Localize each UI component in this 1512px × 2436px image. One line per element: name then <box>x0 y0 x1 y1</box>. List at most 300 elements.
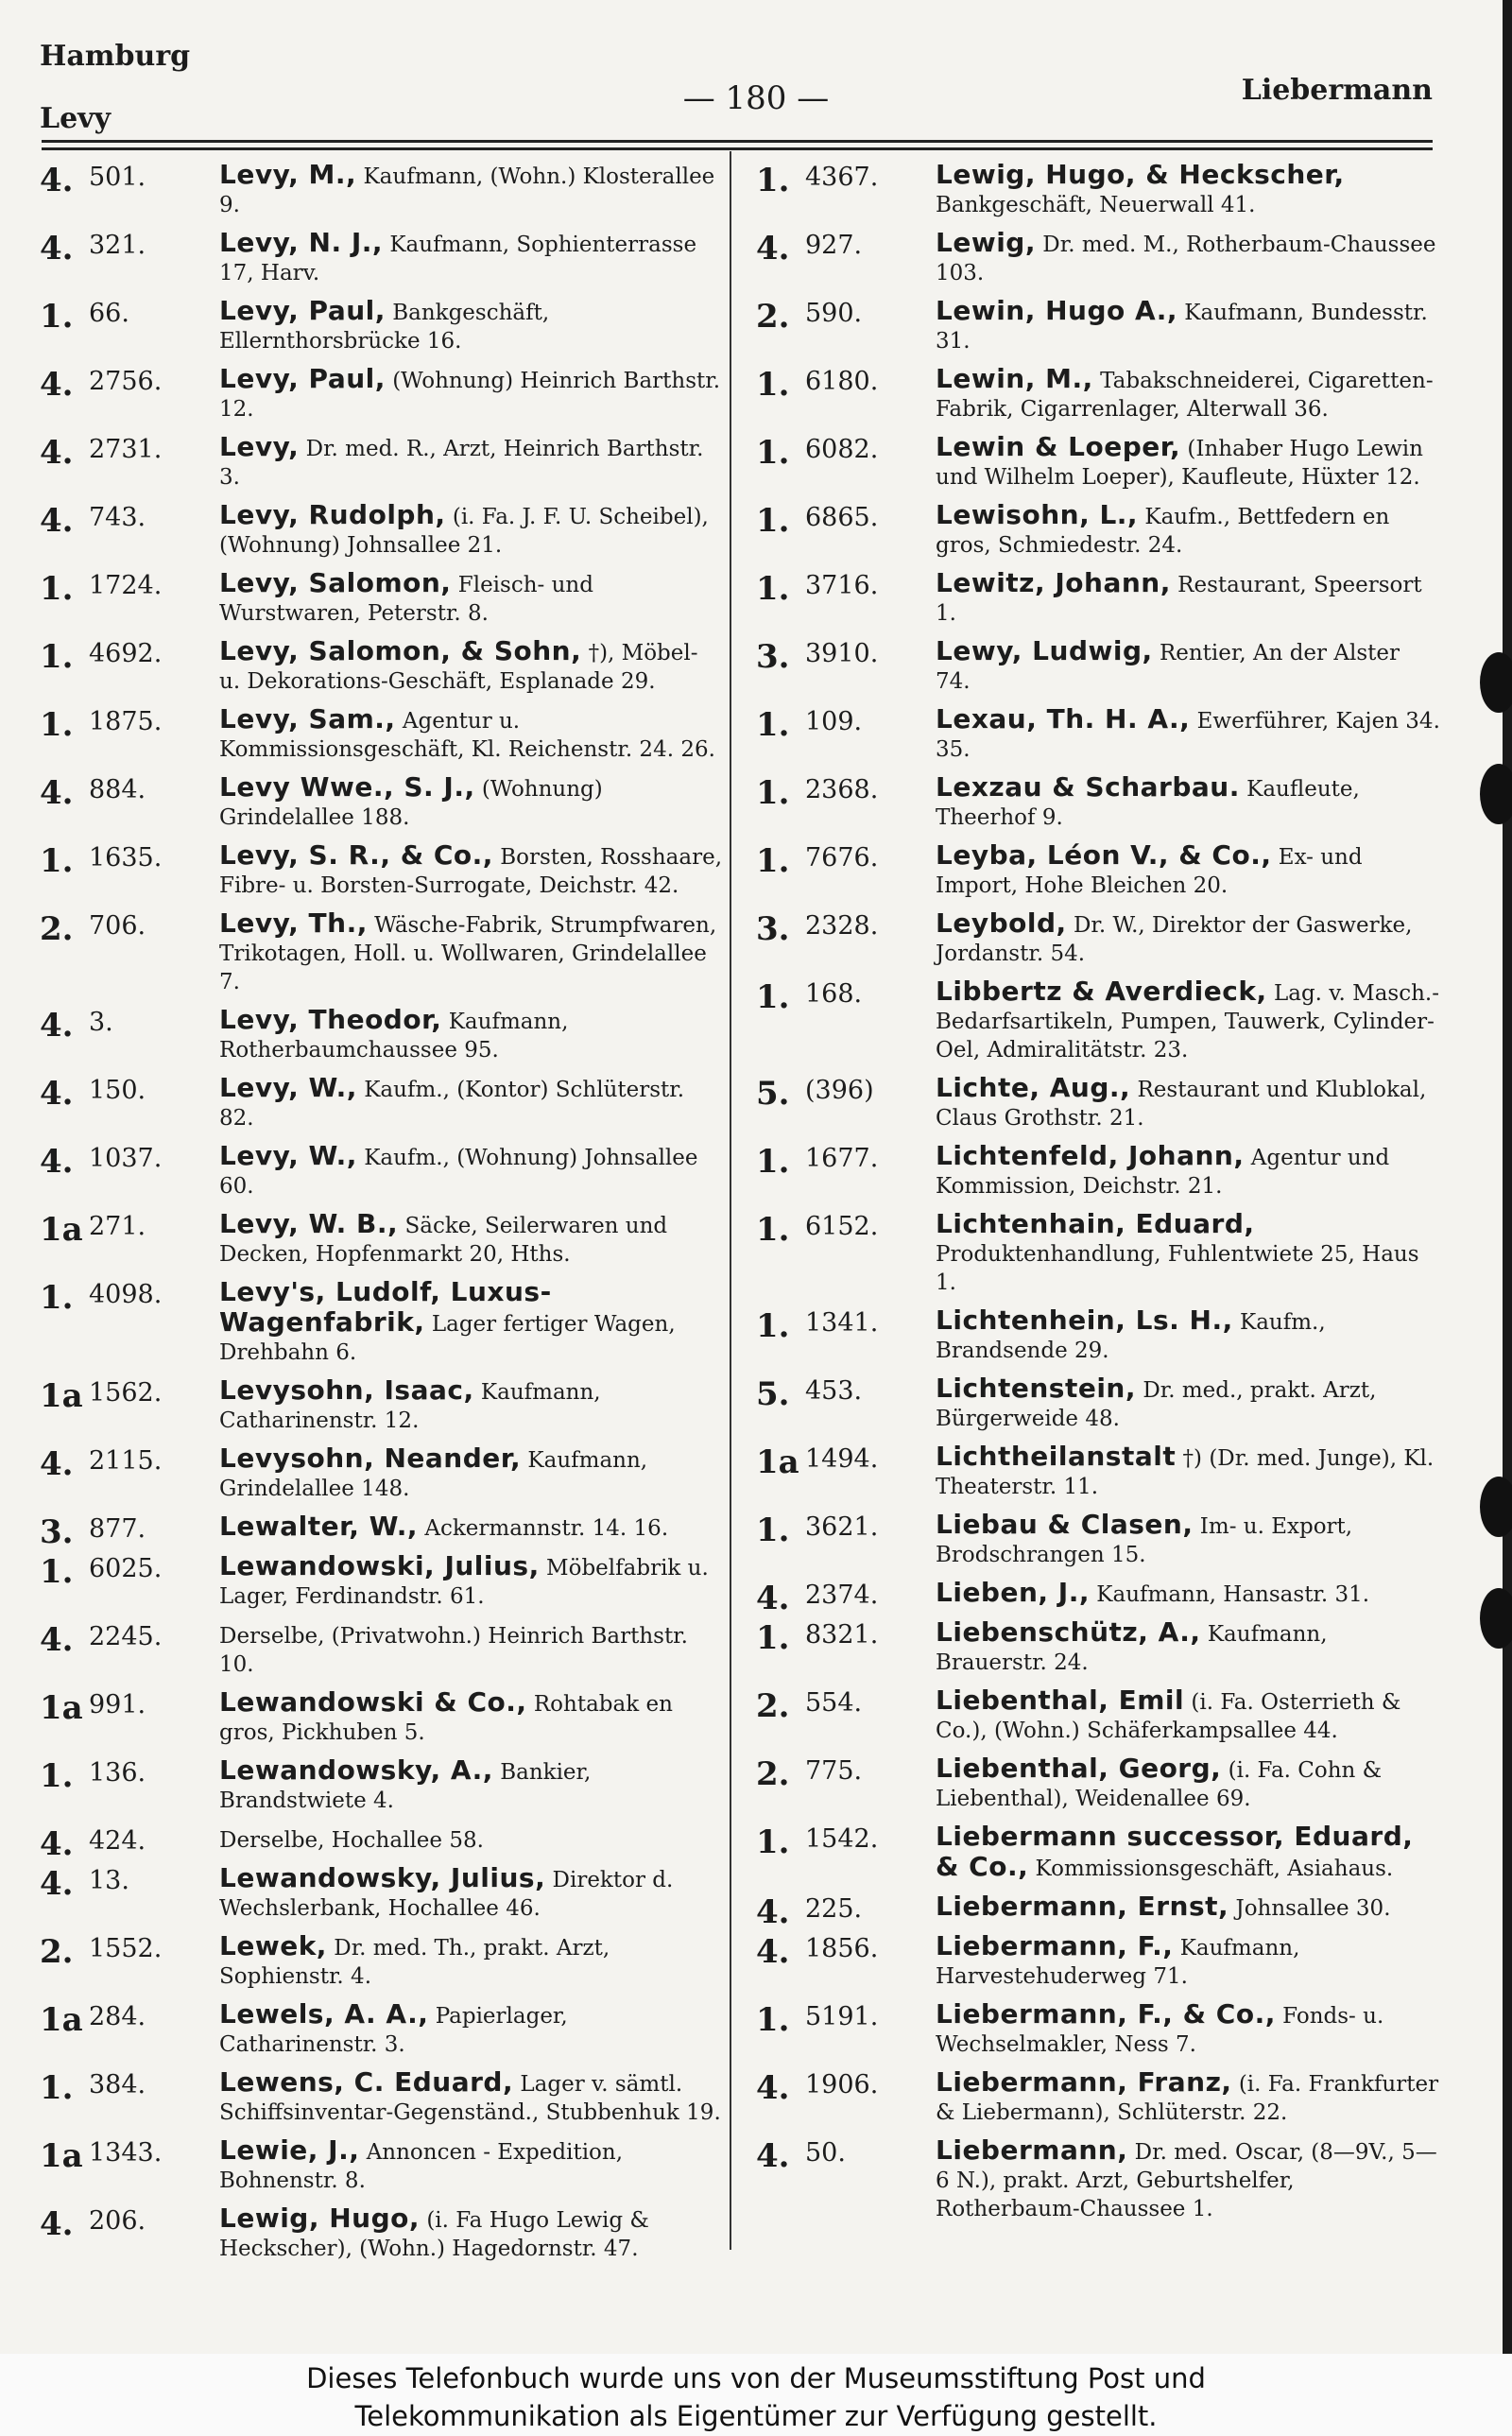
entry-name: Lichtenhain, Eduard, <box>936 1208 1255 1239</box>
left-column <box>40 151 724 2263</box>
entry-name: Liebermann, Franz, <box>936 2066 1232 2098</box>
entry-phone-number: 109. <box>805 707 863 736</box>
entry-details: †) (Dr. med. Junge), Kl. Theaterstr. 11. <box>936 1446 1435 1499</box>
entry-phone-number: 1635. <box>89 843 163 872</box>
entry-class: 4. <box>756 1893 790 1931</box>
entry-phone-number: 2374. <box>805 1581 879 1610</box>
entry-phone-number: 453. <box>805 1376 863 1406</box>
entry-phone-number: 424. <box>89 1826 146 1856</box>
entry-details: Borsten, Rosshaare, Fibre- u. Borsten-Surrogate, Deichstr. 42. <box>219 845 723 898</box>
entry-phone-number: 1542. <box>805 1824 879 1854</box>
entry-class: 4. <box>756 2069 790 2107</box>
copyright-footer <box>0 2354 1512 2436</box>
entry-details: Kaufmann, Brauerstr. 24. <box>936 1622 1328 1675</box>
entry-details: Kaufm., (Wohnung) Johnsallee 60. <box>219 1146 698 1199</box>
entry-name: Lewitz, Johann, <box>936 567 1171 598</box>
entry-details: Kaufmann, Catharinenstr. 12. <box>219 1380 601 1433</box>
directory-entry <box>40 1210 724 1269</box>
entry-name: Liebau & Clasen, <box>936 1509 1194 1540</box>
page-number: — 180 — <box>682 79 830 117</box>
entry-class: 5. <box>756 1075 790 1113</box>
entry-phone-number: 321. <box>89 231 146 260</box>
entry-name: Lichtheilanstalt <box>936 1441 1177 1472</box>
entry-class: 1a <box>40 2137 83 2175</box>
entry-name: Levy, Theodor, <box>219 1004 442 1035</box>
entry-phone-number: 2756. <box>89 367 163 396</box>
directory-entry <box>40 2000 724 2059</box>
entry-phone-number: 271. <box>89 1212 146 1241</box>
entry-name: Lewandowsky, Julius, <box>219 1862 546 1893</box>
entry-details: Kaufm., (Kontor) Schlüterstr. 82. <box>219 1078 685 1131</box>
entry-phone-number: 3716. <box>805 571 879 600</box>
entry-name: Lichte, Aug., <box>936 1072 1131 1103</box>
entry-phone-number: 284. <box>89 2002 146 2031</box>
entry-details: Kaufmann, (Wohn.) Klosterallee 9. <box>219 164 715 217</box>
directory-entry <box>40 1824 724 1863</box>
entry-details: Rentier, An der Alster 74. <box>936 641 1400 694</box>
directory-entry <box>40 1864 724 1923</box>
entry-name: Liebermann successor, Eduard, & Co., <box>936 1821 1414 1882</box>
entry-name: Lewandowsky, A., <box>219 1754 493 1786</box>
entry-class: 1. <box>40 706 74 744</box>
entry-class: 1a <box>40 2001 83 2039</box>
entry-class: 1. <box>40 638 74 676</box>
entry-class: 4. <box>40 162 74 199</box>
entry-details: Direktor d. Wechslerbank, Hochallee 46. <box>219 1868 674 1921</box>
entry-class: 1a <box>40 1211 83 1249</box>
directory-entry <box>756 1932 1440 1991</box>
entry-phone-number: 927. <box>805 231 863 260</box>
entry-details: Bankier, Brandstwiete 4. <box>219 1760 592 1813</box>
entry-class: 2. <box>40 1933 74 1971</box>
header-rule <box>42 147 1433 150</box>
entry-name: Levy, Paul, <box>219 295 386 326</box>
entry-name: Levysohn, Isaac, <box>219 1374 474 1406</box>
entry-details: Säcke, Seilerwaren und Decken, Hopfenmarkt 20, Hths. <box>219 1214 668 1267</box>
entry-details: Restaurant und Klublokal, Claus Grothstr. 21. <box>936 1078 1427 1131</box>
directory-entry <box>40 1932 724 1991</box>
entry-class: 1. <box>40 298 74 336</box>
entry-class: 4. <box>40 434 74 472</box>
entry-phone-number: 1037. <box>89 1144 163 1173</box>
entry-details: (i. Fa Hugo Lewig & Heckscher), (Wohn.) Hagedornstr. 47. <box>219 2208 649 2261</box>
entry-name: Levy, W. B., <box>219 1208 399 1239</box>
directory-entry <box>756 2068 1440 2127</box>
entry-class: 3. <box>756 638 790 676</box>
entry-class: 1a <box>40 1377 83 1415</box>
entry-details: Ewerführer, Kajen 34. 35. <box>936 709 1440 762</box>
entry-details: †), Möbel- u. Dekorations-Geschäft, Esplanade 29. <box>219 641 698 694</box>
entry-details: Dr. med., prakt. Arzt, Bürgerweide 48. <box>936 1378 1377 1431</box>
entry-details: Möbelfabrik u. Lager, Ferdinandstr. 61. <box>219 1556 709 1609</box>
binding-hole <box>1480 1477 1512 1537</box>
entry-class: 1. <box>756 978 790 1016</box>
entry-phone-number: 6865. <box>805 503 879 532</box>
directory-entry <box>40 1620 724 1679</box>
entry-name: Liebenthal, Georg, <box>936 1753 1222 1784</box>
directory-entry <box>40 365 724 423</box>
directory-entry <box>40 1074 724 1132</box>
header-right-keyword: Liebermann <box>1241 74 1433 107</box>
entry-phone-number: 384. <box>89 2070 146 2099</box>
directory-entry <box>756 1142 1440 1201</box>
entry-name: Lexau, Th. H. A., <box>936 703 1191 734</box>
entry-class: 4. <box>40 1007 74 1045</box>
entry-phone-number: 5191. <box>805 2002 879 2031</box>
entry-details: Restaurant, Speersort 1. <box>936 573 1422 626</box>
entry-details: (i. Fa. J. F. U. Scheibel), (Wohnung) Johnsallee 21. <box>219 505 709 558</box>
entry-name: Lewens, C. Eduard, <box>219 2066 514 2098</box>
entry-phone-number: 136. <box>89 1758 146 1788</box>
entry-class: 1. <box>40 842 74 880</box>
entry-class: 1. <box>40 1553 74 1591</box>
entry-name: Leyba, Léon V., & Co., <box>936 839 1272 871</box>
entry-phone-number: 1724. <box>89 571 163 600</box>
directory-entry <box>40 637 724 696</box>
footer-line-1: Dieses Telefonbuch wurde uns von der Museumsstiftung Post und <box>306 2362 1206 2394</box>
entry-name: Levy Wwe., S. J., <box>219 771 475 803</box>
entry-details: Ackermannstr. 14. 16. <box>424 1516 669 1541</box>
entry-name: Liebermann, Ernst, <box>936 1891 1229 1922</box>
directory-entry <box>756 1306 1440 1365</box>
entry-name: Lewisohn, L., <box>936 499 1139 530</box>
entry-class: 4. <box>40 366 74 404</box>
entry-details: Kaufm., Brandsende 29. <box>936 1310 1326 1363</box>
entry-details: Agentur und Kommission, Deichstr. 21. <box>936 1146 1390 1199</box>
entry-phone-number: 3621. <box>805 1512 879 1542</box>
entry-phone-number: 1562. <box>89 1378 163 1408</box>
directory-entry <box>756 977 1440 1064</box>
directory-entry <box>756 1577 1440 1617</box>
entry-class: 4. <box>40 1621 74 1659</box>
entry-name: Lewek, <box>219 1930 327 1961</box>
entry-name: Liebermann, F., & Co., <box>936 1998 1276 2030</box>
entry-name: Liebenthal, Emil <box>936 1684 1185 1716</box>
entry-phone-number: 6025. <box>89 1554 163 1583</box>
directory-entry <box>40 2204 724 2263</box>
directory-entry <box>756 1618 1440 1677</box>
entry-name: Lewin, Hugo A., <box>936 295 1177 326</box>
entry-details: (Wohnung) Grindelallee 188. <box>219 777 603 830</box>
right-column <box>756 151 1440 2223</box>
directory-entry <box>756 909 1440 968</box>
entry-class: 4. <box>40 1075 74 1113</box>
entry-phone-number: 3. <box>89 1008 113 1037</box>
entry-details: Produktenhandlung, Fuhlentwiete 25, Haus 1. <box>936 1242 1419 1295</box>
entry-details: Kaufmann, Grindelallee 148. <box>219 1448 648 1501</box>
column-divider <box>730 151 731 2250</box>
entry-phone-number: 2328. <box>805 911 879 941</box>
entry-phone-number: 1343. <box>89 2138 163 2168</box>
entry-class: 1. <box>40 1757 74 1795</box>
entry-class: 1. <box>40 2069 74 2107</box>
entry-details: Dr. med. Th., prakt. Arzt, Sophienstr. 4. <box>219 1936 610 1989</box>
entry-details: Dr. med. Oscar, (8—9V., 5—6 N.), prakt. Arzt, Geburtshelfer, Rotherbaum-Chaussee 1. <box>936 2140 1437 2221</box>
directory-entry <box>40 1688 724 1747</box>
entry-details: Kaufmann, Sophienterrasse 17, Harv. <box>219 233 697 285</box>
entry-name: Lewig, Hugo, <box>219 2203 421 2234</box>
entry-name: Lexzau & Scharbau. <box>936 771 1240 803</box>
directory-entry <box>756 1374 1440 1433</box>
directory-entry <box>756 161 1440 219</box>
entry-phone-number: 1875. <box>89 707 163 736</box>
entry-details: Kaufmann, Bundesstr. 31. <box>936 301 1428 354</box>
entry-phone-number: 8321. <box>805 1620 879 1650</box>
directory-entry <box>756 501 1440 560</box>
entry-class: 2. <box>40 910 74 948</box>
directory-entry <box>756 365 1440 423</box>
directory-entry <box>40 569 724 628</box>
directory-entry <box>756 1074 1440 1132</box>
entry-phone-number: 1341. <box>805 1308 879 1338</box>
entry-phone-number: 501. <box>89 163 146 192</box>
entry-details: Im- u. Export, Brodschrangen 15. <box>936 1514 1353 1567</box>
entry-phone-number: 3910. <box>805 639 879 668</box>
entry-class: 1. <box>756 706 790 744</box>
entry-name: Lewig, <box>936 227 1036 258</box>
entry-phone-number: 150. <box>89 1076 146 1105</box>
directory-entry <box>756 1511 1440 1569</box>
entry-class: 5. <box>756 1375 790 1413</box>
entry-details: Ex- und Import, Hohe Bleichen 20. <box>936 845 1363 898</box>
entry-phone-number: 743. <box>89 503 146 532</box>
entry-name: Levy, M., <box>219 159 357 190</box>
entry-class: 3. <box>40 1513 74 1551</box>
entry-class: 4. <box>40 1143 74 1181</box>
entry-class: 1a <box>756 1443 799 1481</box>
header-rule <box>42 140 1433 143</box>
entry-details: Kaufleute, Theerhof 9. <box>936 777 1360 830</box>
entry-details: Derselbe, Hochallee 58. <box>219 1828 484 1853</box>
entry-phone-number: 877. <box>89 1514 146 1544</box>
directory-entry <box>756 1443 1440 1501</box>
entry-class: 4. <box>40 1825 74 1863</box>
directory-entry <box>756 1754 1440 1813</box>
entry-name: Levy, S. R., & Co., <box>219 839 493 871</box>
entry-name: Libbertz & Averdieck, <box>936 976 1267 1007</box>
entry-details: Johnsallee 30. <box>1235 1896 1391 1921</box>
entry-details: Annoncen - Expedition, Bohnenstr. 8. <box>219 2140 624 2193</box>
entry-class: 1. <box>756 2001 790 2039</box>
directory-entry <box>756 1210 1440 1297</box>
entry-phone-number: 554. <box>805 1688 863 1718</box>
entry-details: Tabakschneiderei, Cigaretten-Fabrik, Cigarrenlager, Alterwall 36. <box>936 369 1434 422</box>
directory-entry <box>756 637 1440 696</box>
entry-name: Levy, W., <box>219 1072 357 1103</box>
binding-hole <box>1480 652 1512 713</box>
entry-class: 1a <box>40 1689 83 1727</box>
entry-name: Leybold, <box>936 907 1067 939</box>
entry-class: 1. <box>756 502 790 540</box>
directory-entry <box>40 297 724 355</box>
binding-hole <box>1480 764 1512 824</box>
entry-class: 4. <box>40 2205 74 2243</box>
entry-phone-number: 2245. <box>89 1622 163 1651</box>
entry-name: Lewandowski, Julius, <box>219 1550 540 1581</box>
entry-phone-number: 1677. <box>805 1144 879 1173</box>
entry-class: 1. <box>756 162 790 199</box>
entry-phone-number: 1906. <box>805 2070 879 2099</box>
entry-details: (i. Fa. Osterrieth & Co.), (Wohn.) Schäferkampsallee 44. <box>936 1690 1401 1743</box>
entry-phone-number: 2731. <box>89 435 163 464</box>
entry-class: 1. <box>756 434 790 472</box>
entry-details: Dr. med. R., Arzt, Heinrich Barthstr. 3. <box>219 437 704 490</box>
directory-entry <box>40 1444 724 1503</box>
entry-name: Lieben, J., <box>936 1577 1090 1608</box>
entry-name: Levy, Salomon, & Sohn, <box>219 635 582 666</box>
entry-phone-number: 6152. <box>805 1212 879 1241</box>
directory-entry <box>40 909 724 996</box>
entry-name: Levy, Paul, <box>219 363 386 394</box>
entry-class: 1. <box>756 1307 790 1345</box>
header-left-keyword: Levy <box>40 102 112 135</box>
entry-name: Levy, <box>219 431 300 462</box>
entry-phone-number: 884. <box>89 775 146 804</box>
directory-entry <box>756 1823 1440 1883</box>
footer-line-2: Telekommunikation als Eigentümer zur Verfügung gestellt. <box>354 2400 1158 2432</box>
directory-entry <box>756 1686 1440 1745</box>
directory-entry <box>756 569 1440 628</box>
directory-entry <box>756 1891 1440 1931</box>
entry-name: Lichtenhein, Ls. H., <box>936 1304 1233 1336</box>
entry-class: 1. <box>756 774 790 812</box>
entry-phone-number: 168. <box>805 979 863 1009</box>
directory-entry <box>40 501 724 560</box>
entry-details: Lag. v. Masch.-Bedarfsartikeln, Pumpen, Tauwerk, Cylinder-Oel, Admiralitätstr. 23. <box>936 981 1440 1063</box>
entry-name: Levysohn, Neander, <box>219 1443 522 1474</box>
directory-entry <box>40 1511 724 1551</box>
entry-phone-number: 4098. <box>89 1280 163 1309</box>
entry-class: 2. <box>756 1687 790 1725</box>
entry-details: Kommissionsgeschäft, Asiahaus. <box>1035 1857 1394 1881</box>
directory-entry <box>40 1006 724 1064</box>
entry-class: 1. <box>40 570 74 608</box>
entry-phone-number: (396) <box>805 1076 874 1105</box>
entry-class: 1. <box>756 366 790 404</box>
entry-details: Dr. med. M., Rotherbaum-Chaussee 103. <box>936 233 1436 285</box>
entry-phone-number: 206. <box>89 2206 146 2236</box>
directory-entry <box>40 1376 724 1435</box>
entry-name: Liebermann, F., <box>936 1930 1174 1961</box>
entry-class: 1. <box>756 1143 790 1181</box>
entry-class: 3. <box>756 910 790 948</box>
entry-details: Wäsche-Fabrik, Strumpfwaren, Trikotagen, Holl. u. Wollwaren, Grindelallee 7. <box>219 913 717 994</box>
entry-details: Derselbe, (Privatwohn.) Heinrich Barthstr. 10. <box>219 1624 688 1677</box>
entry-phone-number: 590. <box>805 299 863 328</box>
entry-phone-number: 706. <box>89 911 146 941</box>
entry-phone-number: 225. <box>805 1894 863 1924</box>
entry-class: 4. <box>40 774 74 812</box>
entry-class: 1. <box>756 1512 790 1549</box>
directory-entry <box>756 841 1440 900</box>
entry-class: 4. <box>40 1445 74 1483</box>
entry-class: 4. <box>40 1865 74 1903</box>
entry-phone-number: 1494. <box>805 1444 879 1474</box>
entry-phone-number: 2368. <box>805 775 879 804</box>
entry-class: 4. <box>756 1580 790 1617</box>
entry-details: (Inhaber Hugo Lewin und Wilhelm Loeper), Kaufleute, Hüxter 12. <box>936 437 1423 490</box>
entry-class: 1. <box>756 1823 790 1861</box>
entry-phone-number: 6180. <box>805 367 879 396</box>
entry-name: Levy, Sam., <box>219 703 396 734</box>
entry-details: Fleisch- und Wurstwaren, Peterstr. 8. <box>219 573 593 626</box>
directory-entry <box>756 2136 1440 2223</box>
directory-entry <box>756 2000 1440 2059</box>
entry-details: Papierlager, Catharinenstr. 3. <box>219 2004 568 2057</box>
entry-class: 1. <box>756 1211 790 1249</box>
directory-entry <box>40 2136 724 2195</box>
entry-class: 4. <box>756 230 790 268</box>
entry-class: 4. <box>40 502 74 540</box>
entry-name: Liebenschütz, A., <box>936 1616 1201 1648</box>
entry-name: Levy, Rudolph, <box>219 499 446 530</box>
directory-entry <box>756 773 1440 832</box>
entry-details: Bankgeschäft, Neuerwall 41. <box>936 193 1256 217</box>
directory-entry <box>40 1552 724 1611</box>
entry-name: Levy, Th., <box>219 907 368 939</box>
directory-entry <box>756 705 1440 764</box>
entry-phone-number: 1552. <box>89 1934 163 1963</box>
entry-class: 4. <box>756 2137 790 2175</box>
entry-name: Lewels, A. A., <box>219 1998 429 2030</box>
directory-entry <box>40 1756 724 1815</box>
entry-class: 2. <box>756 1755 790 1793</box>
entry-details: Fonds- u. Wechselmakler, Ness 7. <box>936 2004 1384 2057</box>
entry-phone-number: 66. <box>89 299 129 328</box>
entry-name: Levy, N. J., <box>219 227 384 258</box>
directory-entry <box>40 433 724 492</box>
entry-name: Liebermann, <box>936 2134 1128 2166</box>
entry-class: 1. <box>40 1279 74 1317</box>
directory-entry <box>40 841 724 900</box>
directory-entry <box>40 1278 724 1367</box>
entry-details: Lager fertiger Wagen, Drehbahn 6. <box>219 1312 676 1365</box>
binding-hole <box>1480 1588 1512 1649</box>
entry-name: Levy, W., <box>219 1140 357 1171</box>
entry-details: (i. Fa. Frankfurter & Liebermann), Schlüterstr. 22. <box>936 2072 1439 2125</box>
entry-phone-number: 2115. <box>89 1446 163 1476</box>
entry-details: Bankgeschäft, Ellernthorsbrücke 16. <box>219 301 550 354</box>
entry-class: 1. <box>756 842 790 880</box>
entry-phone-number: 4692. <box>89 639 163 668</box>
entry-phone-number: 4367. <box>805 163 879 192</box>
directory-entry <box>40 705 724 764</box>
directory-entry <box>756 229 1440 287</box>
entry-name: Lewig, Hugo, & Heckscher, <box>936 159 1345 190</box>
entry-details: Kaufmann, Hansastr. 31. <box>1096 1582 1370 1607</box>
entry-name: Lewie, J., <box>219 2134 360 2166</box>
entry-name: Lewandowski & Co., <box>219 1686 527 1718</box>
entry-details: Dr. W., Direktor der Gaswerke, Jordanstr. 54. <box>936 913 1413 966</box>
entry-class: 1. <box>756 1619 790 1657</box>
entry-phone-number: 13. <box>89 1866 129 1895</box>
entry-name: Lewy, Ludwig, <box>936 635 1153 666</box>
entry-phone-number: 991. <box>89 1690 146 1719</box>
entry-name: Levy's, Ludolf, Luxus-Wagenfabrik, <box>219 1276 552 1338</box>
entry-details: Kaufm., Bettfedern en gros, Schmiedestr. 24. <box>936 505 1390 558</box>
entry-phone-number: 6082. <box>805 435 879 464</box>
directory-entry <box>40 1142 724 1201</box>
directory-entry <box>756 433 1440 492</box>
entry-name: Lewalter, W., <box>219 1511 419 1542</box>
entry-name: Lewin, M., <box>936 363 1093 394</box>
entry-details: Lager v. sämtl. Schiffsinventar-Gegenständ., Stubbenhuk 19. <box>219 2072 721 2125</box>
binding-holes <box>1484 0 1512 2354</box>
entry-details: (Wohnung) Heinrich Barthstr. 12. <box>219 369 721 422</box>
entry-details: Agentur u. Kommissionsgeschäft, Kl. Reichenstr. 24. 26. <box>219 709 715 762</box>
entry-phone-number: 1856. <box>805 1934 879 1963</box>
entry-details: Rohtabak en gros, Pickhuben 5. <box>219 1692 673 1745</box>
